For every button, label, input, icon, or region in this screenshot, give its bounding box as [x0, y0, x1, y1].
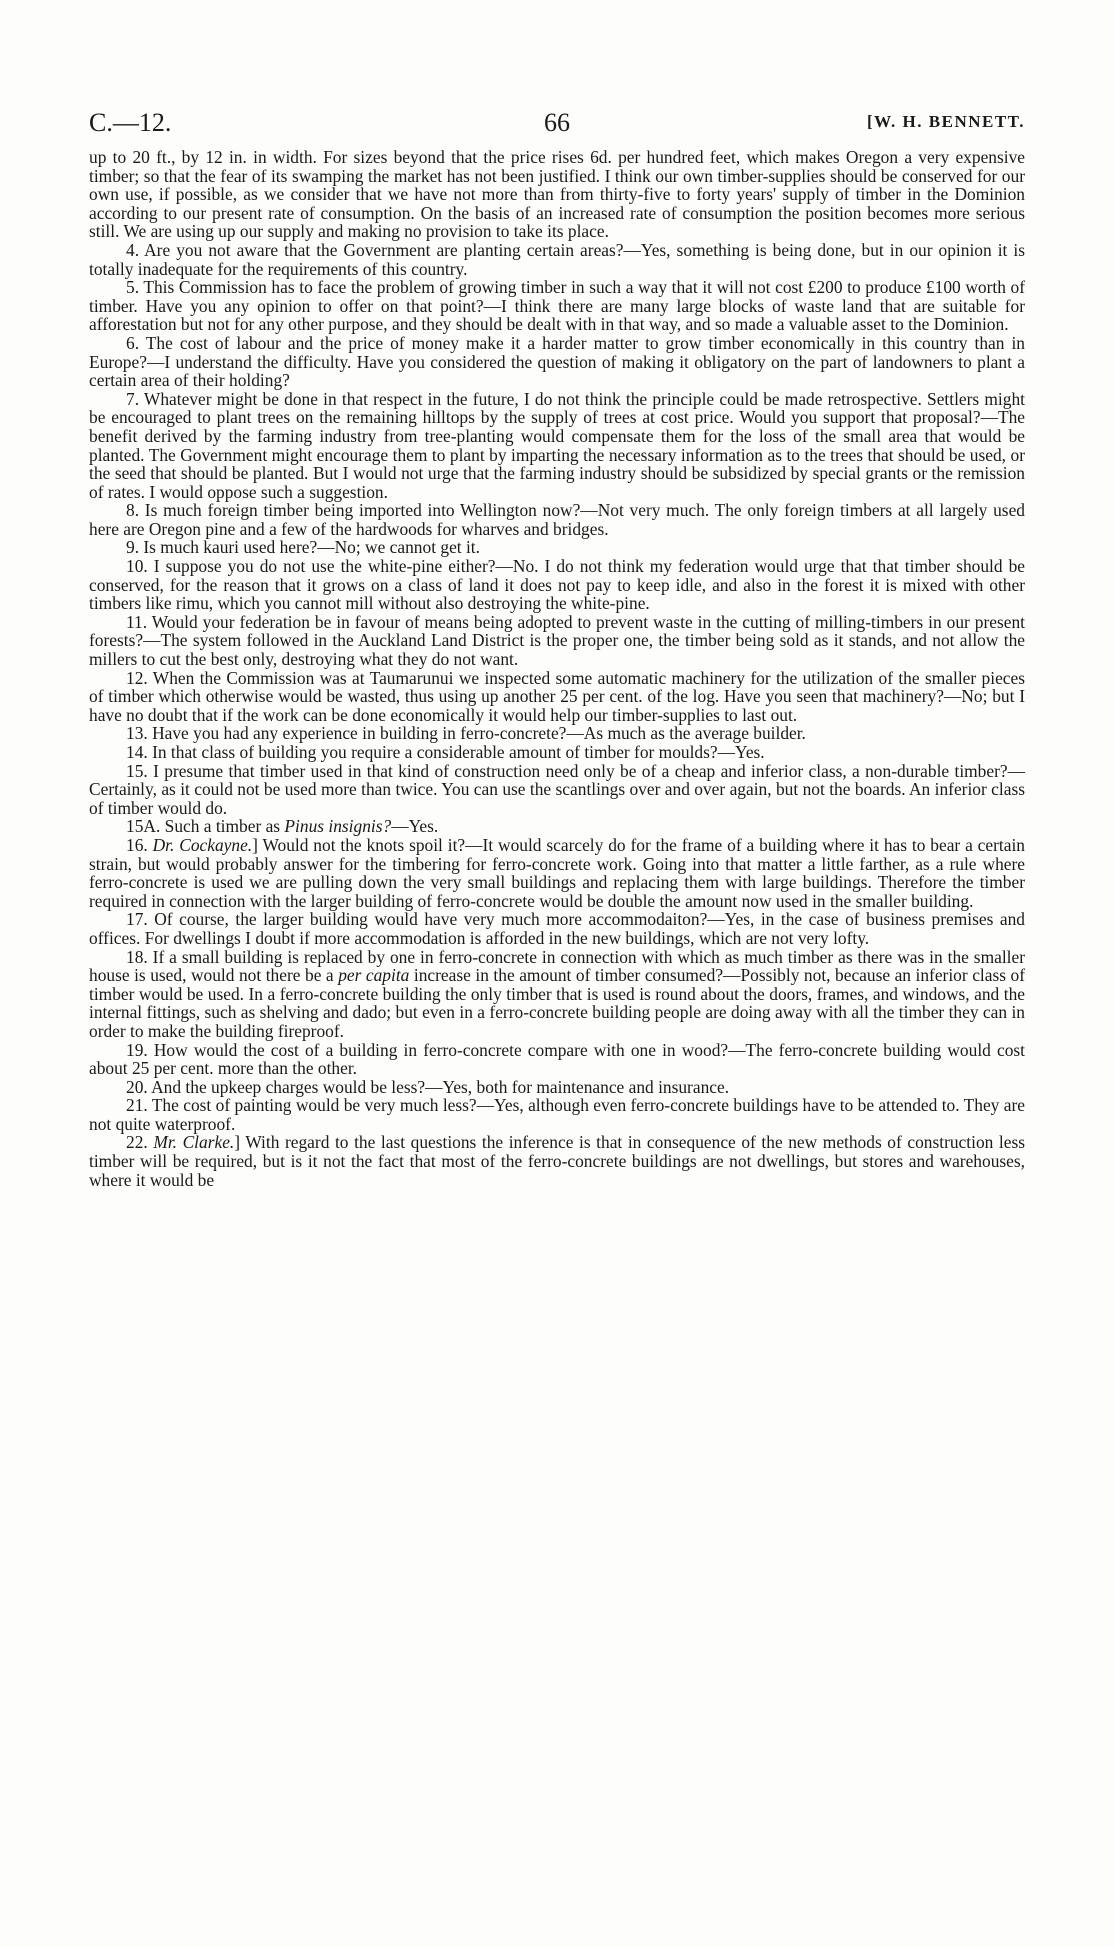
- question-paragraph: 7. Whatever might be done in that respect in the future, I do not think the principle could be made retrospective. Settlers might be encouraged to plant trees on the remaining hilltops by the supply of trees at cost price. Would you support that proposal?—The benefit derived by the farming industry from tree-planting would compensate them for the loss of the small area that would be planted. The Government might encourage them to plant by imparting the necessary information as to the trees that should be used, or the seed that should be planted. But I would not urge that the farming industry should be subsidized by special grants or the remission of rates. I would oppose such a suggestion.: [89, 388, 1025, 502]
- question-paragraph: 11. Would your federation be in favour of means being adopted to prevent waste in the cutting of milling-timbers in our present forests?—The system followed in the Auckland Land District is the proper one, the timber being sold as it stands, and not allow the millers to cut the best only, destroying what they do not want.: [89, 611, 1025, 670]
- question-paragraph: 21. The cost of painting would be very much less?—Yes, although even ferro-concrete buildings have to be attended to. They are not quite waterproof.: [89, 1095, 1025, 1134]
- speaker-name: Dr. Cockayne.: [152, 834, 253, 855]
- question-paragraph: 14. In that class of building you require a considerable amount of timber for moulds?—Yes.: [126, 742, 765, 762]
- paper-reference: C.—12.: [89, 108, 172, 137]
- page-header: [89, 108, 1025, 144]
- question-paragraph: 8. Is much foreign timber being imported into Wellington now?—Not very much. The only foreign timbers at all largely used here are Oregon pine and a few of the hardwoods for wharves and bridges.: [89, 500, 1025, 539]
- witness-name: [W. H. BENNETT.: [866, 112, 1025, 131]
- question-paragraph: 5. This Commission has to face the problem of growing timber in such a way that it will not cost £200 to produce £100 worth of timber. Have you any opinion to offer on that point?—I think there are many large blocks of waste land that are suitable for afforestation but not for any other purpose, and they should be dealt with in that way, and so made a valuable asset to the Dominion.: [89, 277, 1025, 335]
- question-paragraph: 4. Are you not aware that the Government are planting certain areas?—Yes, something is being done, but in our opinion it is totally inadequate for the requirements of this country.: [89, 239, 1025, 279]
- question-paragraph: 20. And the upkeep charges would be less?—Yes, both for maintenance and insurance.: [126, 1076, 730, 1097]
- question-paragraph: 10. I suppose you do not use the white-pine either?—No. I do not think my federation would urge that that timber should be conserved, for the reason that it grows on a class of land it does not pay to keep idle, and also in the forest it is mixed with other timbers like rimu, which you cannot mill without also destroying the white-pine.: [89, 556, 1025, 614]
- question-paragraph: 6. The cost of labour and the price of money make it a harder matter to grow timber economically in this country than in Europe?—I understand the difficulty. Have you considered the question of making it obligatory on the part of landowners to plant a certain area of their holding?: [89, 332, 1025, 391]
- question-paragraph: 12. When the Commission was at Taumarunui we inspected some automatic machinery for the utilization of the smaller pieces of timber which otherwise would be wasted, thus using up another 25 per cent. of the log. Have you seen that machinery?—No; but I have no doubt that if the work can be done economically it would help our timber-supplies to last out.: [89, 667, 1025, 725]
- question-paragraph: 15. I presume that timber used in that kind of construction need only be of a cheap and inferior class, a non-durable timber?—Certainly, as it could not be used more than twice. You can use the scantlings over and over again, but not the boards. An inferior class of timber would do.: [89, 760, 1025, 818]
- speaker-name: Mr. Clarke.: [153, 1132, 235, 1153]
- evidence-body: [89, 148, 1025, 1189]
- question-paragraph: 17. Of course, the larger building would have very much more accommodaiton?—Yes, in the case of business premises and offices. For dwellings I doubt if more accommodation is afforded in the new buildings, which are not very lofty.: [89, 909, 1025, 948]
- question-paragraph: 9. Is much kauri used here?—No; we cannot get it.: [126, 537, 480, 558]
- question-paragraph: 16. Dr. Cockayne.] Would not the knots spoil it?—It would scarcely do for the frame of a building where it has to bear a certain strain, but would probably answer for the timbering for ferro-concrete work. Going into that matter a little farther, as a rule where ferro-concrete is used we are pulling down the very small buildings and replacing them with large buildings. Therefore the timber required in connection with the larger building of ferro-concrete would be double the amount now used in the smaller building.: [89, 834, 1025, 911]
- question-paragraph: 15A. Such a timber as Pinus insignis?—Yes.: [126, 816, 439, 837]
- italic-text: per capita: [338, 965, 410, 986]
- question-paragraph: 18. If a small building is replaced by one in ferro-concrete in connection with which as much timber as there was in the smaller house is used, would not there be a per capita increase in the amount of timber consumed?—Possibly not, because an inferior class of timber would be used. In a ferro-concrete building the only timber that is used is round about the doors, frames, and windows, and the internal fittings, such as shelving and dado; but even in a ferro-concrete building people are doing away with all the timber they can in order to make the building fireproof.: [89, 946, 1026, 1041]
- page-number: 66: [544, 108, 570, 137]
- question-paragraph: 19. How would the cost of a building in ferro-concrete compare with one in wood?—The ferro-concrete building would cost about 25 per cent. more than the other.: [89, 1039, 1025, 1079]
- italic-text: Pinus insignis?: [284, 816, 392, 837]
- question-paragraph: 13. Have you had any experience in building in ferro-concrete?—As much as the average builder.: [126, 723, 806, 744]
- paragraph: up to 20 ft., by 12 in. in width. For sizes beyond that the price rises 6d. per hundred feet, which makes Oregon a very expensive timber; so that the fear of its swamping the market has not been justified. I think our own timber-supplies should be conserved for our own use, if possible, as we consider that we have not more than from thirty-five to forty years' supply of timber in the Dominion according to our present rate of consumption. On the basis of an increased rate of consumption the position becomes more serious still. We are using up our supply and making no provision to take its place.: [89, 147, 1025, 242]
- question-paragraph: 22. Mr. Clarke.] With regard to the last questions the inference is that in consequence of the new methods of construction less timber will be required, but is it not the fact that most of the ferro-concrete buildings are not dwellings, but stores and warehouses, where it would be: [89, 1132, 1025, 1190]
